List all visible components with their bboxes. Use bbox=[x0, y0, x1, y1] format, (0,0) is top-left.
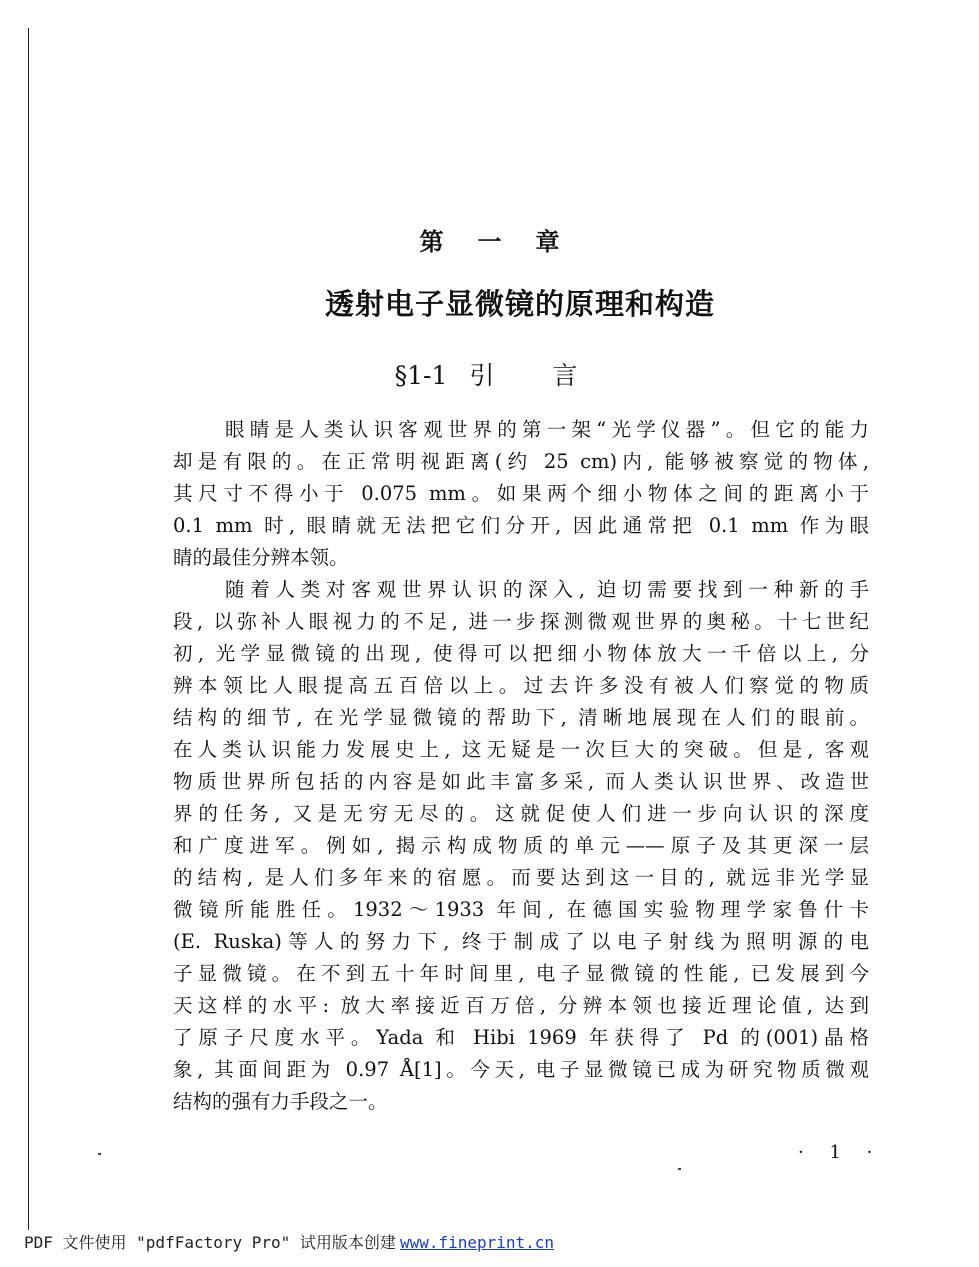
chapter-title: 透射电子显微镜的原理和构造 bbox=[324, 287, 715, 321]
text-line: 其尺寸不得小于 0.075 mm。如果两个细小物体之间的距离小于 bbox=[173, 482, 869, 505]
text-line: 的结构, 是人们多年来的宿愿。而要达到这一目的, 就远非光学显 bbox=[173, 866, 869, 889]
pdf-footer bbox=[24, 1230, 554, 1253]
section-heading bbox=[0, 356, 979, 392]
text-line: 眼睛是人类认识客观世界的第一架“光学仪器”。但它的能力 bbox=[225, 418, 869, 441]
text-line: 辨本领比人眼提高五百倍以上。过去许多没有被人们察觉的物质 bbox=[173, 674, 869, 697]
page-number: · 1 · bbox=[798, 1142, 883, 1163]
text-line: (E. Ruska)等人的努力下, 终于制成了以电子射线为照明源的电 bbox=[173, 930, 869, 953]
section-number: §1-1 bbox=[394, 361, 448, 390]
text-line: 了原子尺度水平。Yada 和 Hibi 1969 年获得了 Pd 的(001)晶格 bbox=[173, 1026, 869, 1049]
text-line: 结构的强有力手段之一。 bbox=[173, 1090, 388, 1113]
footer-text: PDF 文件使用 "pdfFactory Pro" 试用版本创建 bbox=[24, 1233, 396, 1252]
text-line: 睛的最佳分辨本领。 bbox=[173, 546, 349, 569]
text-line: 天这样的水平: 放大率接近百万倍, 分辨本领也接近理论值, 达到 bbox=[173, 994, 869, 1017]
section-title: 引言 bbox=[469, 361, 636, 390]
text-line: 在人类认识能力发展史上, 这无疑是一次巨大的突破。但是, 客观 bbox=[173, 738, 869, 761]
body-text bbox=[173, 414, 869, 1118]
left-margin-rule bbox=[28, 28, 29, 1230]
text-line: 随着人类对客观世界认识的深入, 迫切需要找到一种新的手 bbox=[225, 578, 869, 601]
chapter-label: 第一章 bbox=[419, 228, 594, 256]
text-line: 0.1 mm 时, 眼睛就无法把它们分开, 因此通常把 0.1 mm 作为眼 bbox=[173, 514, 869, 537]
text-line: 初, 光学显微镜的出现, 使得可以把细小物体放大一千倍以上, 分 bbox=[173, 642, 869, 665]
text-line: 段, 以弥补人眼视力的不足, 进一步探测微观世界的奥秘。十七世纪 bbox=[173, 610, 869, 633]
text-line: 和广度进军。例如, 揭示构成物质的单元——原子及其更深一层 bbox=[173, 834, 869, 857]
footer-link[interactable]: www.fineprint.cn bbox=[399, 1233, 555, 1252]
text-line: 界的任务, 又是无穷无尽的。这就促使人们进一步向认识的深度 bbox=[173, 802, 869, 825]
scan-speck bbox=[678, 1168, 681, 1170]
text-line: 微镜所能胜任。1932～1933 年间, 在德国实验物理学家鲁什卡 bbox=[173, 898, 869, 921]
text-line: 却是有限的。在正常明视距离(约 25 cm)内, 能够被察觉的物体, bbox=[173, 450, 869, 473]
text-line: 象, 其面间距为 0.97 Å[1]。今天, 电子显微镜已成为研究物质微观 bbox=[173, 1058, 869, 1081]
text-line: 物质世界所包括的内容是如此丰富多采, 而人类认识世界、改造世 bbox=[173, 770, 869, 793]
scan-speck bbox=[98, 1153, 101, 1155]
text-line: 结构的细节, 在光学显微镜的帮助下, 清晰地展现在人们的眼前。 bbox=[173, 706, 869, 729]
text-line: 子显微镜。在不到五十年时间里, 电子显微镜的性能, 已发展到今 bbox=[173, 962, 869, 985]
